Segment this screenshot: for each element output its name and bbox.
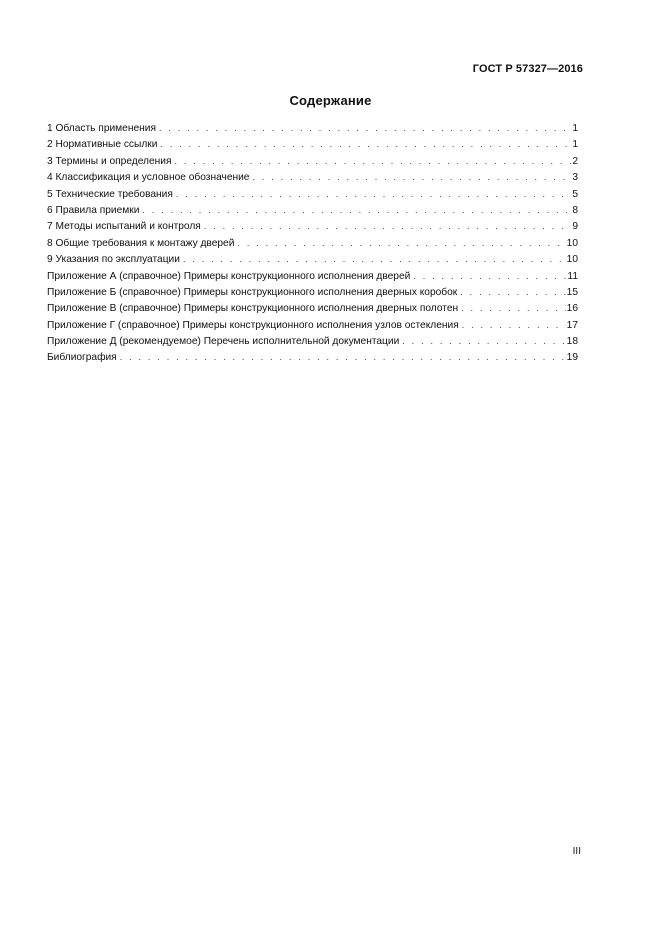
- toc-entry-page: 10: [566, 237, 578, 249]
- toc-leader-dots: [402, 333, 565, 349]
- toc-entry[interactable]: [47, 186, 578, 202]
- toc-entry[interactable]: [47, 202, 578, 218]
- table-of-contents: [47, 120, 578, 366]
- toc-leader-dots: [183, 251, 566, 267]
- toc-leader-dots: [160, 136, 571, 152]
- toc-entry-page: 2: [572, 155, 578, 167]
- toc-entry-page: 16: [566, 303, 578, 315]
- toc-leader-dots: [142, 202, 571, 218]
- toc-entry-title: 7 Методы испытаний и контроля: [47, 221, 201, 233]
- toc-leader-dots: [237, 235, 565, 251]
- toc-leader-dots: [159, 120, 571, 136]
- toc-entry-title: 2 Нормативные ссылки: [47, 139, 158, 151]
- toc-entry-title: 5 Технические требования: [47, 188, 173, 200]
- toc-entry[interactable]: [47, 251, 578, 267]
- toc-entry[interactable]: [47, 235, 578, 251]
- toc-entry-page: 10: [566, 254, 578, 266]
- toc-entry-title: Приложение Г (справочное) Примеры конструкционного исполнения узлов остекления: [47, 319, 459, 331]
- toc-entry-page: 15: [566, 286, 578, 298]
- toc-entry-title: 1 Область применения: [47, 123, 156, 134]
- toc-title: Содержание: [289, 93, 372, 108]
- toc-entry-page: 18: [566, 336, 578, 348]
- toc-entry-page: 17: [566, 319, 578, 331]
- toc-entry-title: Приложение Б (справочное) Примеры конструкционного исполнения дверных коробок: [47, 286, 458, 298]
- standard-number: ГОСТ Р 57327—2016: [472, 63, 583, 75]
- toc-entry-title: Библиография: [47, 352, 117, 364]
- toc-entry-title: 6 Правила приемки: [47, 204, 140, 216]
- toc-entry[interactable]: [47, 284, 578, 300]
- toc-entry[interactable]: [47, 317, 578, 333]
- toc-entry-title: Приложение А (справочное) Примеры конструкционного исполнения дверей: [47, 270, 411, 282]
- toc-entry-page: 11: [567, 270, 578, 282]
- toc-entry-title: Приложение В (справочное) Примеры конструкционного исполнения дверных полотен: [47, 303, 459, 315]
- toc-leader-dots: [461, 300, 566, 316]
- toc-entry-page: 3: [572, 172, 578, 184]
- toc-entry-page: 19: [566, 352, 578, 364]
- toc-entry-title: Приложение Д (рекомендуемое) Перечень исполнительной документации: [47, 336, 400, 348]
- toc-entry[interactable]: [47, 136, 578, 152]
- toc-entry[interactable]: [47, 120, 578, 136]
- toc-entry[interactable]: [47, 268, 578, 284]
- toc-leader-dots: [460, 284, 565, 300]
- toc-leader-dots: [462, 317, 566, 333]
- toc-entry-page: 9: [572, 221, 578, 233]
- toc-entry[interactable]: [47, 169, 578, 185]
- toc-entry[interactable]: [47, 333, 578, 349]
- toc-leader-dots: [176, 186, 571, 202]
- toc-entry-title: 9 Указания по эксплуатации: [47, 254, 180, 266]
- toc-entry-title: 8 Общие требования к монтажу дверей: [47, 237, 235, 249]
- toc-leader-dots: [252, 169, 571, 185]
- toc-entry-title: 3 Термины и определения: [47, 155, 172, 167]
- toc-entry[interactable]: [47, 153, 578, 169]
- toc-entry[interactable]: [47, 349, 578, 365]
- page-number: III: [572, 846, 581, 857]
- toc-leader-dots: [174, 153, 571, 169]
- toc-entry-page: 1: [572, 139, 578, 151]
- toc-entry[interactable]: [47, 218, 578, 234]
- toc-entry-page: 8: [572, 204, 578, 216]
- toc-leader-dots: [204, 218, 572, 234]
- toc-entry-page: 1: [572, 123, 578, 134]
- toc-entry[interactable]: [47, 300, 578, 316]
- toc-entry-title: 4 Классификация и условное обозначение: [47, 172, 250, 184]
- toc-entry-page: 5: [572, 188, 578, 200]
- toc-leader-dots: [413, 268, 566, 284]
- toc-leader-dots: [120, 349, 566, 365]
